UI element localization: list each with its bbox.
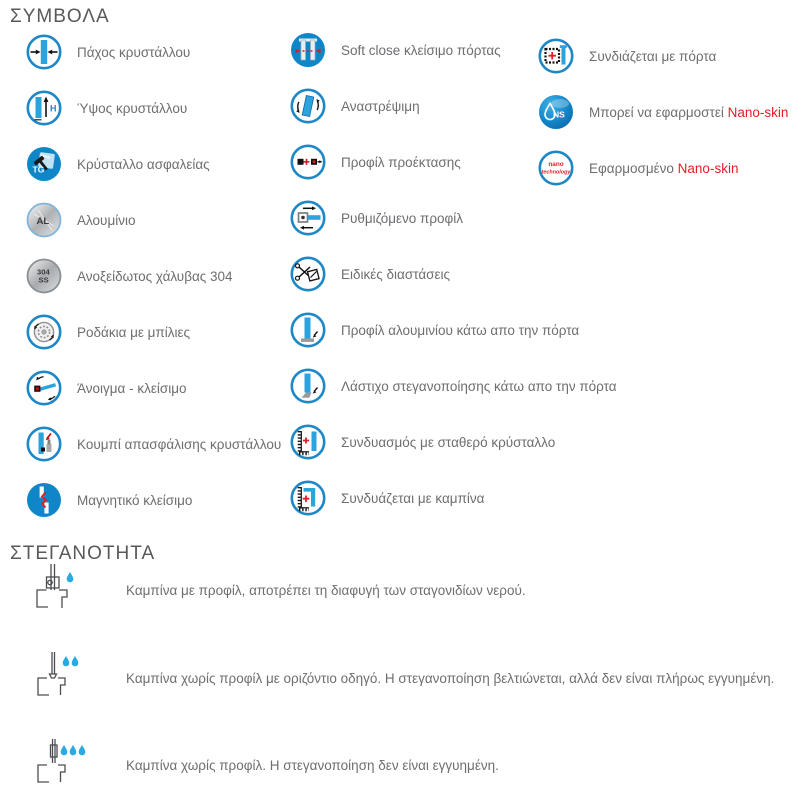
- symbol-item: [26, 472, 281, 528]
- custom-dimensions-icon: [290, 256, 326, 292]
- magnetic-close-icon: [26, 482, 62, 518]
- symbol-label: Λάστιχο στεγανοποίησης κάτω απο την πόρτα: [341, 378, 617, 394]
- symbol-item: [290, 470, 617, 526]
- glass-thickness-icon: [26, 34, 62, 70]
- symbol-item: [290, 246, 617, 302]
- symbol-item: [26, 360, 281, 416]
- glass-height-icon: [26, 90, 62, 126]
- symbol-label: Ειδικές διαστάσεις: [341, 266, 450, 282]
- symbol-label: Μπορεί να εφαρμοστεί Nano-skin: [589, 104, 789, 120]
- bottom-profile-icon: [290, 312, 326, 348]
- symbols-column-3: [538, 28, 788, 196]
- symbol-label: Ροδάκια με μπίλιες: [77, 324, 191, 340]
- aluminum-icon: [26, 202, 62, 238]
- symbol-item: [26, 136, 281, 192]
- symbol-label: Ύψος κρυστάλλου: [77, 100, 188, 116]
- tightness-section-title: ΣΤΕΓΑΝΟΤΗΤΑ: [10, 543, 156, 564]
- svg-text:304: 304: [37, 267, 50, 277]
- svg-text:SS: SS: [38, 275, 49, 285]
- cabin-combination-icon: [290, 480, 326, 516]
- stainless-steel-304-icon: [26, 258, 62, 294]
- symbols-section-title: ΣΥΜΒΟΛΑ: [10, 6, 110, 27]
- symbols-column-1: [26, 24, 281, 528]
- symbol-item: [290, 414, 617, 470]
- svg-text:AL: AL: [36, 215, 50, 227]
- symbol-item: [538, 28, 788, 84]
- symbol-item: [26, 192, 281, 248]
- symbol-label: Αναστρέψιμη: [341, 98, 420, 114]
- open-close-icon: [26, 370, 62, 406]
- nano-skin-possible-icon: [538, 94, 574, 130]
- symbol-label: Προφίλ αλουμινίου κάτω απο την πόρτα: [341, 322, 580, 338]
- svg-text:nano: nano: [548, 161, 564, 168]
- symbol-item: [26, 416, 281, 472]
- symbol-label: Συνδιάζεται με πόρτα: [589, 48, 717, 64]
- symbol-item: [290, 190, 617, 246]
- symbol-label: Άνοιγμα - κλείσιμο: [77, 380, 187, 396]
- symbol-item: [26, 248, 281, 304]
- symbol-label: Ανοξείδωτος χάλυβας 304: [77, 268, 233, 284]
- symbol-item: [538, 140, 788, 196]
- tightness-row: [30, 650, 774, 712]
- symbol-item: [290, 302, 617, 358]
- bottom-seal-icon: [290, 368, 326, 404]
- nano-skin-highlight: Nano-skin: [677, 160, 739, 176]
- svg-text:NS: NS: [553, 109, 565, 120]
- symbol-label: Αλουμίνιο: [77, 212, 136, 228]
- svg-text:H: H: [50, 103, 57, 114]
- tightness-label: Καμπίνα χωρίς προφίλ με οριζόντιο οδηγό. Η στεγανοποίηση βελτιώνεται, αλλά δεν είναι πλήρως εγγυημένη.: [126, 671, 775, 686]
- symbol-item: [26, 80, 281, 136]
- svg-text:TG: TG: [32, 164, 45, 175]
- symbol-label: Πάχος κρυστάλλου: [77, 44, 191, 60]
- symbol-item: [26, 24, 281, 80]
- extension-profile-icon: [290, 144, 326, 180]
- symbol-label: Εφαρμοσμένο Nano-skin: [589, 160, 739, 176]
- reversible-icon: [290, 88, 326, 124]
- symbol-label: Κρύσταλλο ασφαλείας: [77, 156, 210, 172]
- door-combination-icon: [538, 38, 574, 74]
- tightness-row: [30, 562, 526, 624]
- symbol-label: Συνδυασμός με σταθερό κρύσταλλο: [341, 434, 556, 450]
- symbol-label: Μαγνητικό κλείσιμο: [77, 492, 193, 508]
- symbol-item: [538, 84, 788, 140]
- symbol-item: [26, 304, 281, 360]
- symbol-label: Προφίλ προέκτασης: [341, 154, 461, 170]
- symbol-item: [290, 358, 617, 414]
- symbol-label: Ρυθμιζόμενο προφίλ: [341, 210, 464, 226]
- nano-skin-highlight: Nano-skin: [727, 104, 789, 120]
- ball-bearing-rollers-icon: [26, 314, 62, 350]
- tightness-row: [30, 737, 499, 799]
- symbol-label: Συνδυάζεται με καμπίνα: [341, 490, 485, 506]
- nano-skin-applied-icon: [538, 150, 574, 186]
- symbol-label: Κουμπί απασφάλισης κρυστάλλου: [77, 436, 282, 452]
- glass-release-button-icon: [26, 426, 62, 462]
- adjustable-profile-icon: [290, 200, 326, 236]
- tightness-label: Καμπίνα χωρίς προφίλ. Η στεγανοποίηση δεν είναι εγγυημένη.: [126, 758, 499, 773]
- soft-close-icon: [290, 32, 326, 68]
- safety-glass-icon: [26, 146, 62, 182]
- cabin-no-profile-guide-icon: [30, 650, 100, 712]
- symbol-label: Soft close κλείσιμο πόρτας: [341, 42, 501, 58]
- fixed-glass-combination-icon: [290, 424, 326, 460]
- tightness-label: Καμπίνα με προφίλ, αποτρέπει τη διαφυγή των σταγονιδίων νερού.: [126, 583, 526, 598]
- svg-text:technology: technology: [541, 169, 571, 176]
- cabin-no-profile-icon: [30, 737, 100, 799]
- cabin-with-profile-icon: [30, 562, 100, 624]
